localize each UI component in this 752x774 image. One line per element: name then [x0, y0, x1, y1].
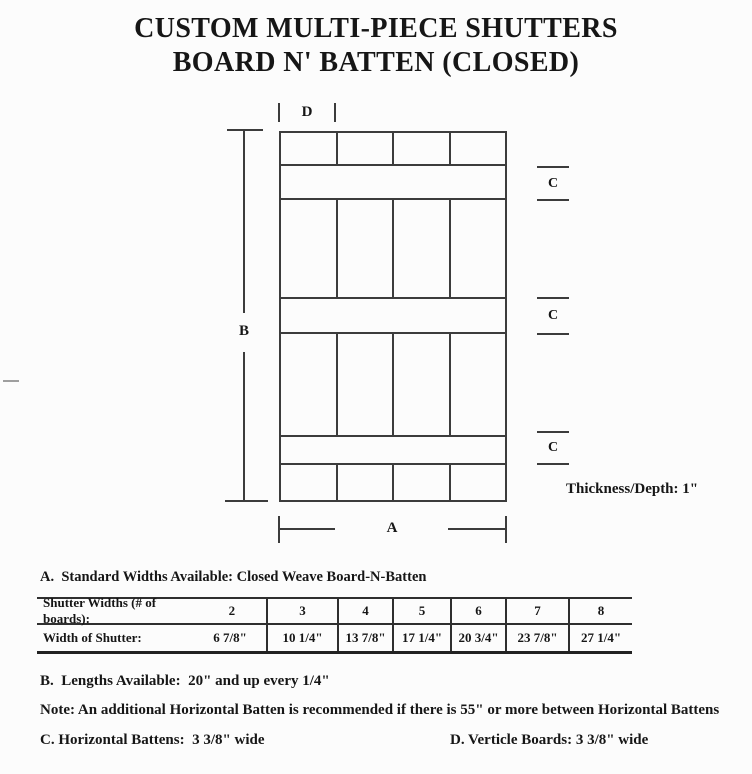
row2-label: Width of Shutter: — [43, 630, 142, 645]
dimension-c-label-3: C — [547, 440, 559, 455]
boards-value: 5 — [392, 599, 450, 623]
dimension-a-tick-right — [505, 516, 507, 543]
width-value: 17 1/4" — [392, 625, 450, 651]
section-b-text: B. Lengths Available: 20" and up every 1/4" — [40, 673, 330, 689]
boards-value: 7 — [505, 599, 568, 623]
table-first-cell-widths — [37, 625, 266, 651]
board-row-upper-middle — [281, 200, 505, 299]
row1-label: Shutter Widths (# of boards): — [43, 595, 157, 626]
section-d-text: D. Verticle Boards: 3 3/8" wide — [450, 732, 649, 748]
title-line-2: BOARD N' BATTEN (CLOSED) — [172, 47, 580, 78]
width-value: 13 7/8" — [337, 625, 392, 651]
board-cell — [394, 200, 451, 297]
scan-artifact-dash — [3, 380, 19, 382]
dimension-b-line-lower — [243, 352, 245, 502]
dimension-b-tick-top — [227, 129, 263, 131]
board-cell — [281, 465, 338, 500]
width-value: 20 3/4" — [450, 625, 505, 651]
dimension-c-marker-1 — [537, 166, 569, 201]
boards-value: 8 — [568, 599, 632, 623]
table-row-widths — [37, 625, 632, 651]
boards-value: 2 — [228, 603, 236, 618]
board-row-lower-middle — [281, 334, 505, 437]
width-value: 23 7/8" — [505, 625, 568, 651]
board-cell — [394, 133, 451, 164]
width-value: 6 7/8" — [213, 630, 247, 645]
board-cell — [394, 465, 451, 500]
dimension-d-label: D — [301, 104, 313, 120]
dimension-a-line-left — [280, 528, 335, 530]
width-value: 10 1/4" — [266, 625, 337, 651]
widths-table — [37, 597, 632, 654]
width-value: 27 1/4" — [568, 625, 632, 651]
horizontal-batten-2 — [281, 299, 505, 334]
shutter-drawing — [279, 131, 507, 502]
dimension-b-label: B — [238, 323, 249, 339]
table-first-cell-boards — [37, 595, 266, 626]
dimension-c-marker-3 — [537, 431, 569, 465]
dimension-a-label: A — [386, 520, 398, 536]
additional-batten-note: Note: An additional Horizontal Batten is recommended if there is 55" or more between Horizontal Battens — [40, 702, 720, 718]
board-row-top — [281, 133, 505, 166]
title-line-1: CUSTOM MULTI-PIECE SHUTTERS — [134, 13, 618, 44]
dimension-a-line-right — [448, 528, 505, 530]
board-cell — [338, 200, 395, 297]
table-row-boards — [37, 595, 632, 626]
dimension-b-tick-bottom — [225, 500, 268, 502]
board-cell — [338, 334, 395, 435]
board-cell — [338, 465, 395, 500]
board-cell — [281, 334, 338, 435]
dimension-c-label-2: C — [547, 308, 559, 323]
board-cell — [451, 200, 506, 297]
board-cell — [338, 133, 395, 164]
page-title — [0, 12, 752, 80]
boards-value: 4 — [337, 599, 392, 623]
board-cell — [394, 334, 451, 435]
thickness-note: Thickness/Depth: 1" — [566, 481, 699, 497]
dimension-d-tick-left — [278, 103, 280, 122]
boards-value: 3 — [266, 599, 337, 623]
dimension-b-line-upper — [243, 131, 245, 313]
boards-value: 6 — [450, 599, 505, 623]
section-c-text: C. Horizontal Battens: 3 3/8" wide — [40, 732, 265, 748]
dimension-c-marker-2 — [537, 297, 569, 335]
dimension-d-tick-right — [334, 103, 336, 122]
board-cell — [451, 334, 506, 435]
board-cell — [281, 200, 338, 297]
board-cell — [281, 133, 338, 164]
board-cell — [451, 465, 506, 500]
horizontal-batten-1 — [281, 166, 505, 200]
horizontal-batten-3 — [281, 437, 505, 465]
board-cell — [451, 133, 506, 164]
section-a-heading: A. Standard Widths Available: Closed Weave Board-N-Batten — [40, 569, 427, 585]
dimension-c-label-1: C — [547, 175, 559, 191]
board-row-bottom — [281, 465, 505, 500]
